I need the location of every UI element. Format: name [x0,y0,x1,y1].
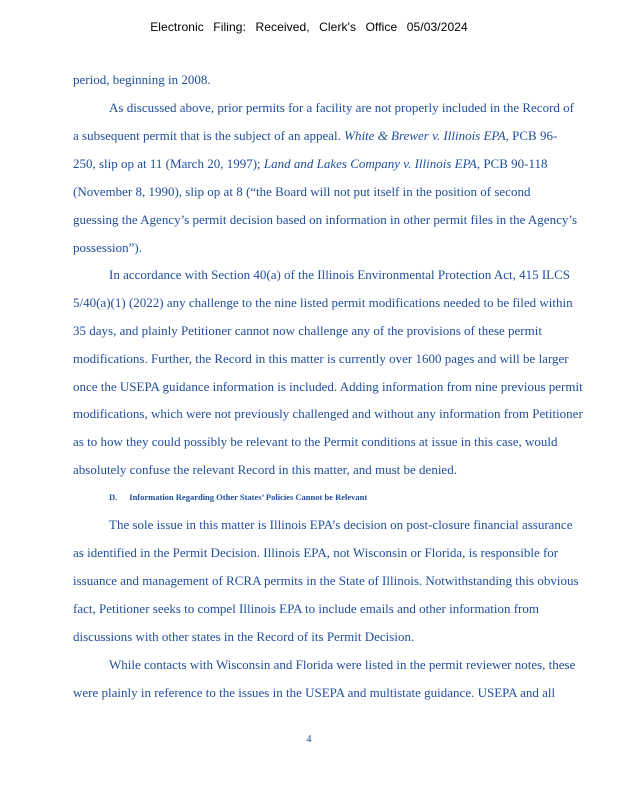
text-line: (November 8, 1990), slip op at 8 (“the Board will not put itself in the position of second [73,184,531,199]
text-run: , PCB 96- [505,128,558,143]
text-run: , PCB 90-118 [476,156,548,171]
text-line: once the USEPA guidance information is included. Adding information from nine previous permit [73,379,583,394]
filing-stamp: Electronic Filing: Received, Clerk's Office 05/03/2024 [150,20,468,34]
text-line: modifications. Further, the Record in this matter is currently over 1600 pages and will be larger [73,351,569,366]
paragraph-start: As discussed above, prior permits for a facility are not properly included in the Record of [109,100,574,115]
text-line: as identified in the Permit Decision. Illinois EPA, not Wisconsin or Florida, is responsible for [73,545,559,560]
text-line: guessing the Agency’s permit decision based on information in other permit files in the Agency’s [73,212,578,227]
page-number: 4 [306,734,312,745]
paragraph-start: In accordance with Section 40(a) of the Illinois Environmental Protection Act, 415 ILCS [109,267,571,282]
text-line: absolutely confuse the relevant Record in this matter, and must be denied. [73,462,457,477]
text-line: fact, Petitioner seeks to compel Illinois EPA to include emails and other information from [73,601,539,616]
case-citation: Land and Lakes Company v. Illinois EPA [263,156,477,171]
text-line: discussions with other states in the Record of its Permit Decision. [73,629,415,644]
text-line: were plainly in reference to the issues in the USEPA and multistate guidance. USEPA and all [73,685,556,700]
text-line: as to how they could possibly be relevant to the Permit conditions at issue in this case, would [73,434,558,449]
text-run: a subsequent permit that is the subject of an appeal. [73,128,345,143]
text-line: modifications, which were not previously challenged and without any information from Petitioner [73,406,583,421]
paragraph-start: The sole issue in this matter is Illinois EPA’s decision on post-closure financial assurance [109,517,573,532]
text-run: 250, slip op at 11 (March 20, 1997); [73,156,264,171]
section-title: Information Regarding Other States’ Policies Cannot be Relevant [129,492,368,502]
text-line: 5/40(a)(1) (2022) any challenge to the nine listed permit modifications needed to be filed within [73,295,573,310]
section-letter: D. [109,492,118,502]
paragraph-start: While contacts with Wisconsin and Florida were listed in the permit reviewer notes, these [109,657,576,672]
text-line: issuance and management of RCRA permits in the State of Illinois. Notwithstanding this obvious [73,573,579,588]
text-line: possession”). [73,240,142,255]
text-line: 35 days, and plainly Petitioner cannot now challenge any of the provisions of these permit [73,323,542,338]
text-line: period, beginning in 2008. [73,72,211,87]
case-citation: White & Brewer v. Illinois EPA [344,128,506,143]
section-heading [109,492,367,502]
text-line [73,156,548,172]
text-line [73,128,557,144]
